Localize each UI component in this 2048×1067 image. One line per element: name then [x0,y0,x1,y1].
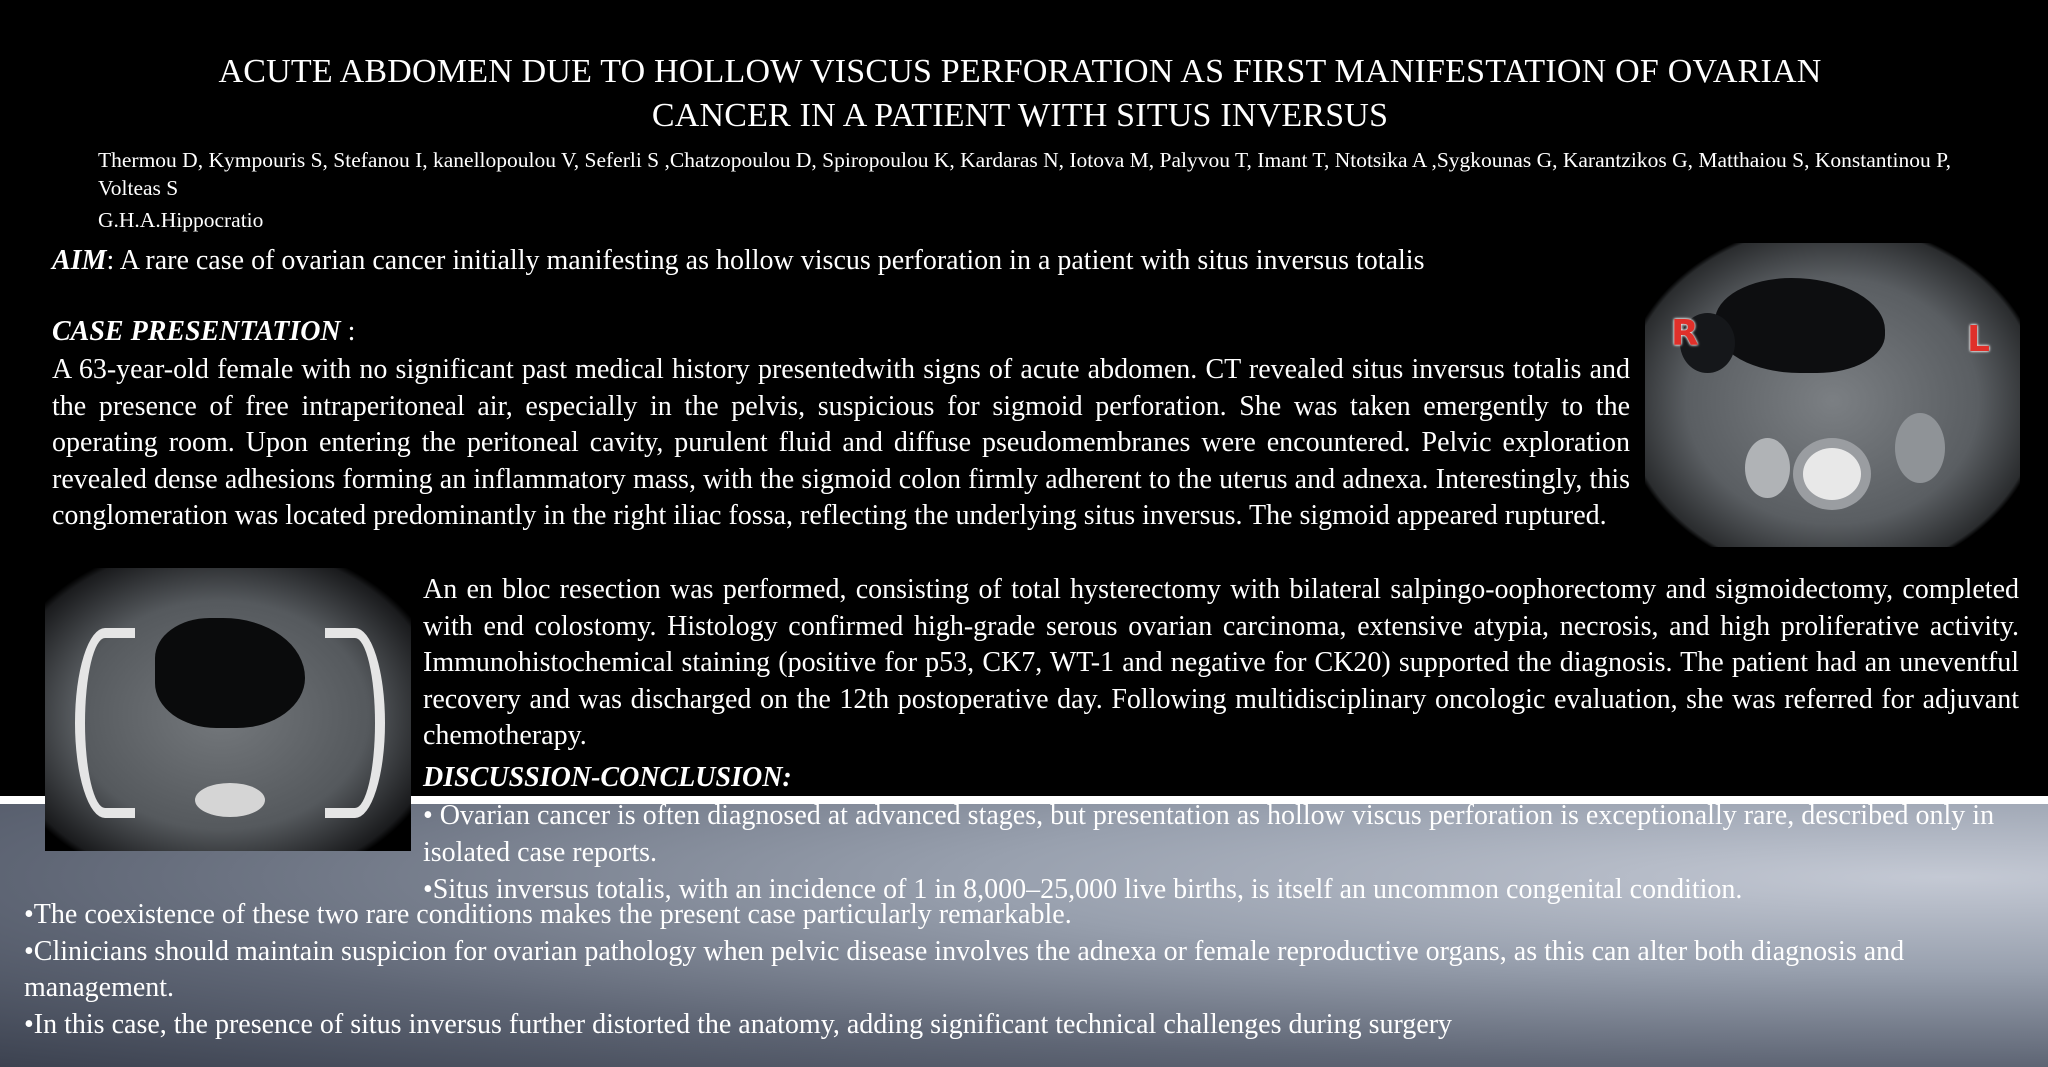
case-colon: : [347,316,356,347]
ct-pelvic-gas [155,618,305,728]
poster-title [120,50,1920,138]
conclusion-bullets-lower [24,897,2014,1043]
ct-scan-abdomen-image [1645,243,2020,547]
ct-vertebra [1803,448,1861,500]
affiliation: G.H.A.Hippocratio [98,208,264,232]
resection-text: An en bloc resection was performed, consisting of total hysterectomy with bilateral salpingo-oophorectomy and sigmoidectomy, completed with end colostomy. Histology confirmed high-grade serous ovarian carcinoma, extensive atypia, necrosis, and high proliferative activity. Immunohistochemical staining (positive for p53, CK7, WT-1 and negative for CK20) supported the diagnosis. The patient had an uneventful recovery and was discharged on the 12th postoperative day. Following multidisciplinary oncologic evaluation, she was referred for adjuvant chemotherapy. [423,574,2019,751]
case-presentation-text: A 63-year-old female with no significant past medical history presentedwith signs of acute abdomen. CT revealed situs inversus totalis and the presence of free intraperitoneal air, especially in the pelvis, suspicious for sigmoid perforation. She was taken emergently to the operating room. Upon entering the peritoneal cavity, purulent fluid and diffuse pseudomembranes were encountered. Pelvic exploration revealed dense adhesions forming an inflammatory mass, with the sigmoid colon firmly adherent to the uterus and adnexa. Interestingly, this conglomeration was located predominantly in the right iliac fossa, reflecting the underlying situs inversus. The sigmoid appeared ruptured. [52,354,1630,531]
ct-iliac-bone-right [325,628,385,818]
title-line-1: ACUTE ABDOMEN DUE TO HOLLOW VISCUS PERFORATION AS FIRST MANIFESTATION OF OVARIAN [218,53,1822,90]
author-list: Thermou D, Kympouris S, Stefanou I, kanellopoulou V, Seferli S ,Chatzopoulou D, Spiropoulou K, Kardaras N, Iotova M, Palyvou T, Imant T, Ntotsika A ,Sygkounas G, Karantzikos G, Matthaiou S, Konstantinou P, Volteas S [98,148,1952,200]
aim-label: AIM [52,245,107,276]
case-presentation-heading [52,314,355,351]
conclusion-bullet-2: •Situs inversus totalis, with an incidence of 1 in 8,000–25,000 live births, is itself an uncommon congenital condition. [423,874,1743,905]
ct-kidney-left [1745,438,1790,498]
discussion-heading: DISCUSSION-CONCLUSION: [423,762,792,793]
title-line-2: CANCER IN A PATIENT WITH SITUS INVERSUS [651,97,1389,134]
aim-text: : A rare case of ovarian cancer initially manifesting as hollow viscus perforation in a patient with situs inversus totalis [106,245,1425,276]
conclusion-bullet-4: •Clinicians should maintain suspicion for ovarian pathology when pelvic disease involves the adnexa or female reproductive organs, as this can alter both diagnosis and management. [24,935,1905,1003]
ct-marker-left: L [1967,319,1990,360]
ct-scan-pelvis-image [45,568,411,851]
ct-kidney-right [1895,413,1945,483]
case-label: CASE PRESENTATION [52,316,348,347]
conclusion-bullet-5: •In this case, the presence of situs inversus further distorted the anatomy, adding significant technical challenges during surgery [24,1008,1453,1040]
conclusion-bullet-3: •The coexistence of these two rare conditions makes the present case particularly remarkable. [24,899,1072,930]
ct-bowel-gas [1715,278,1885,373]
ct-marker-right: R [1671,313,1699,354]
conclusion-bullet-1: • Ovarian cancer is often diagnosed at advanced stages, but presentation as hollow viscus perforation is exceptionally rare, described only in isolated case reports. [423,800,1995,868]
ct-sacrum [195,783,265,817]
aim-section [52,243,1544,280]
ct-iliac-bone-left [75,628,135,818]
